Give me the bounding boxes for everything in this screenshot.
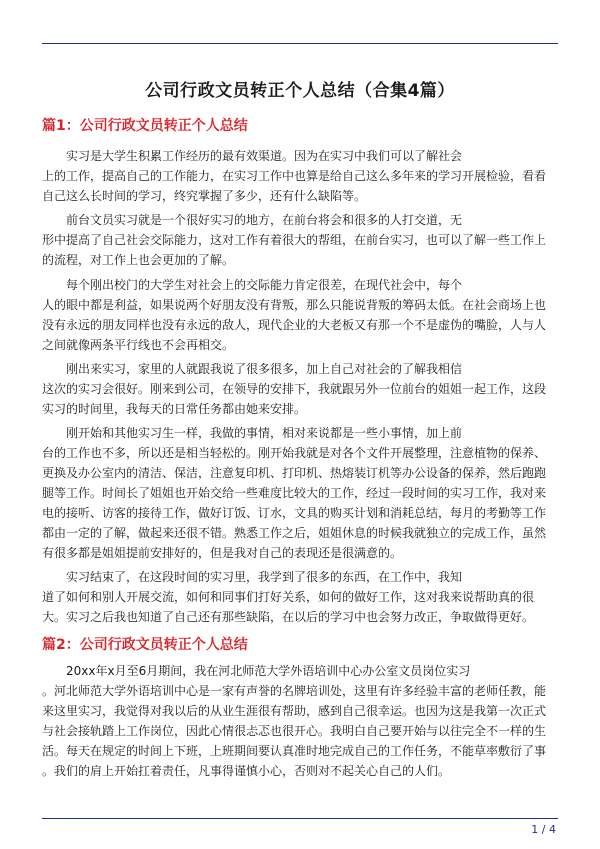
paragraph: 实习结束了，在这段时间的实习里，我学到了很多的东西，在工作中，我知 道了如何和别人开展交流，如何和同事们打好关系，如何的做好工作，这对我来说帮助真的很 大。实习之后我也知道了自己还有那些缺陷，在以后的学习中也会努力改正，争取做得更好。 [42, 570, 535, 624]
paragraph: 每个刚出校门的大学生对社会上的交际能力肯定很差，在现代社会中，每个 人的眼中都是利益，如果说两个好朋友没有背叛，那么只能说背叛的筹码太低。在社会商场上也 没有永远的朋友同样也没有永远的敌人，现代企业的大老板又有那一个不是虚伪的嘴脸，人与人 之间就像两条平行线也不会再相交。 [42, 278, 547, 352]
paragraph: 刚开始和其他实习生一样，我做的事情，相对来说都是一些小事情，加上前 台的工作也不多，所以还是相当轻松的。刚开始我就是对各个文件开展整理，注意植物的保养、 更换及办公室内的清洁、保洁，注意复印机、打印机、热熔装订机等办公设备的保养，然后跑跑 腿等工作。时间长了姐姐也开始交给一些难度比较大的工作，经过一段时间的实习工作，我对来 电的接听、访客的接待工作，做好订饭、订水，文具的购买计划和消耗总结，每月的考勤等工作 都由一定的了解，做起来还很不错。熟悉工作之后，姐姐休息的时候我就独立的完成工作，虽然 有很多都是姐姐提前安排好的，但是我对自己的表现还是很满意的。 [42, 426, 547, 560]
page-number: 1 / 4 [531, 823, 556, 836]
paragraph: 刚出来实习，家里的人就跟我说了很多很多，加上自己对社会的了解我相信 这次的实习会很好。刚来到公司，在领导的安排下，我就跟另外一位前台的姐姐一起工作，这段 实习的时间里，我每天的日常任务都由她来安排。 [42, 362, 547, 416]
header-rule [42, 43, 558, 44]
paragraph: 20xx年x月至6月期间，我在河北师范大学外语培训中心办公室文员岗位实习 。河北师范大学外语培训中心是一家有声誉的名牌培训处，这里有许多经验丰富的老师任教，能 来这里实习，我觉得对我以后的从业生涯很有帮助，感到自己很幸运。也因为这是我第一次正式 与社会接轨踏上工作岗位，因此心情很忐忑也很开心。我明白自己要开始与以往完全不一样的生 活。每天在规定的时间上下班，上班期间要认真准时地完成自己的工作任务，不能草率敷衍了事 。我们的肩上开始扛着责任，凡事得谨慎小心，否则对不起关心自己的人们。 [42, 664, 547, 778]
document-title: 公司行政文员转正个人总结（合集4篇） [145, 81, 455, 101]
paragraph: 前台文员实习就是一个很好实习的地方，在前台将会和很多的人打交道，无 形中提高了自己社会交际能力，这对工作有着很大的帮组，在前台实习，也可以了解一些工作上 的流程，对工作上也会更加的了解。 [42, 213, 547, 267]
footer-rule [42, 818, 558, 819]
section-heading-1: 篇1：公司行政文员转正个人总结 [42, 118, 248, 134]
paragraph: 实习是大学生积累工作经历的最有效渠道。因为在实习中我们可以了解社会 上的工作，提高自己的工作能力，在实习工作中也算是给自己这么多年来的学习开展检验，看看 自己这么长时间的学习，终究掌握了多少，还有什么缺陷等。 [42, 149, 547, 203]
section-heading-2: 篇2：公司行政文员转正个人总结 [42, 637, 248, 653]
